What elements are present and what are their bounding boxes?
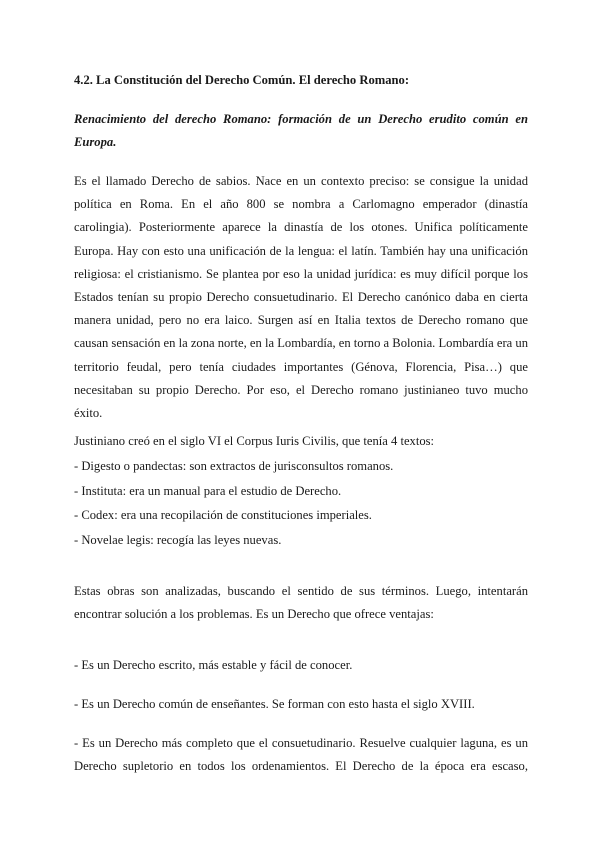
advantage-item-complete: - Es un Derecho más completo que el consuetudinario. Resuelve cualquier laguna, es un Derecho supletorio en todos los ordenamientos. El Derecho de la época era escaso, xyxy=(74,736,528,774)
corpus-item-novelae: - Novelae legis: recogía las leyes nuevas. xyxy=(74,533,282,548)
corpus-item-digesto: - Digesto o pandectas: son extractos de jurisconsultos romanos. xyxy=(74,458,394,473)
section-subheading: Renacimiento del derecho Romano: formación de un Derecho erudito común en Europa. xyxy=(74,112,528,150)
section-heading: 4.2. La Constitución del Derecho Común. El derecho Romano: xyxy=(74,73,410,87)
corpus-block xyxy=(74,430,528,554)
corpus-item-instituta: - Instituta: era un manual para el estudio de Derecho. xyxy=(74,483,342,498)
advantage-item-written: - Es un Derecho escrito, más estable y fácil de conocer. xyxy=(74,658,353,672)
corpus-intro: Justiniano creó en el siglo VI el Corpus Iuris Civilis, que tenía 4 textos: xyxy=(74,434,435,448)
corpus-item-codex: - Codex: era una recopilación de constituciones imperiales. xyxy=(74,508,372,523)
advantage-item-common: - Es un Derecho común de enseñantes. Se forman con esto hasta el siglo XVIII. xyxy=(74,697,475,711)
paragraph-analysis: Estas obras son analizadas, buscando el sentido de sus términos. Luego, intentarán encontrar solución a los problemas. Es un Derecho que ofrece ventajas: xyxy=(74,584,528,622)
paragraph-intro: Es el llamado Derecho de sabios. Nace en un contexto preciso: se consigue la unidad política en Roma. En el año 800 se nombra a Carlomagno emperador (dinastía carolingia). Posteriormente aparece la dinastía de los otones. Unifica políticamente Europa. Hay con esto una unificación de la lengua: el latín. También hay una unificación religiosa: el cristianismo. Se plantea por eso la unidad jurídica: es muy difícil porque los Estados tenían su propio Derecho consuetudinario. El Derecho canónico daba en cierta manera unidad, pero no era laico. Surgen así en Italia textos de Derecho romano que causan sensación en la zona norte, en la Lombardía, en torno a Bolonia. Lombardía era un territorio feudal, pero tenía ciudades importantes (Génova, Florencia, Pisa…) que necesitaban su propio Derecho. Por eso, el Derecho romano justinianeo tuvo mucho éxito. xyxy=(74,174,528,421)
